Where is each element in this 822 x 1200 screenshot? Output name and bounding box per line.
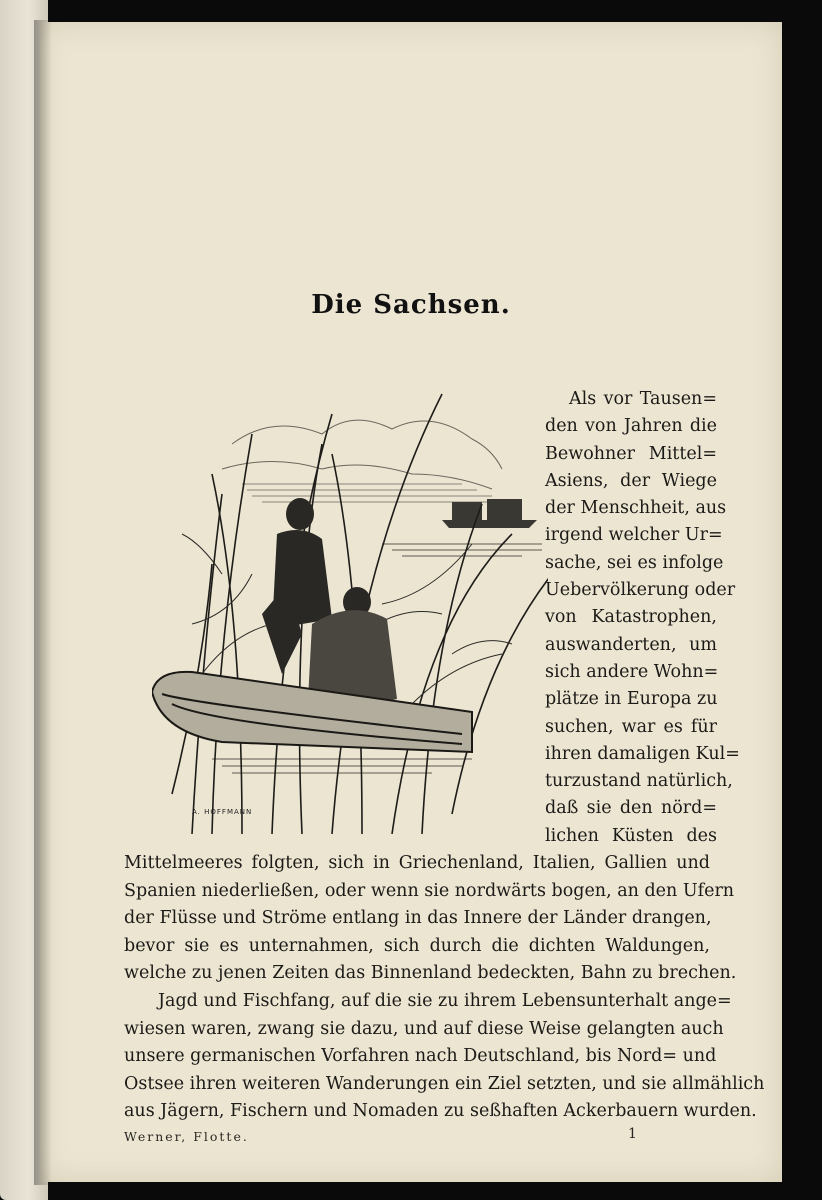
body-line: Jagd und Fischfang, auf die sie zu ihrem Lebensunterhalt ange= xyxy=(158,990,732,1011)
reed-boat-illustration xyxy=(152,374,548,834)
page-number: 1 xyxy=(628,1126,637,1142)
book-page xyxy=(40,22,782,1182)
sky-clouds xyxy=(222,420,502,502)
footer-signature: Werner, Flotte. xyxy=(124,1129,249,1144)
column-line: irgend welcher Ur= xyxy=(545,525,723,546)
body-line: bevor sie es unternahmen, sich durch die dichten Waldungen, xyxy=(124,935,710,956)
body-text xyxy=(124,850,765,1126)
body-line: Spanien niederließen, oder wenn sie nordwärts bogen, an den Ufern xyxy=(124,880,735,901)
column-line: ihren damaligen Kul= xyxy=(545,743,740,764)
body-line: Mittelmeeres folgten, sich in Griechenland, Italien, Gallien und xyxy=(124,853,710,873)
column-text xyxy=(545,386,740,850)
column-line: der Menschheit, aus xyxy=(545,498,727,519)
distant-boats xyxy=(442,499,537,528)
column-line: lichen Küsten des xyxy=(545,825,717,846)
artist-signature: A. HOFFMANN xyxy=(192,808,253,816)
column-line: sich andere Wohn= xyxy=(545,661,719,682)
column-line: sache, sei es infolge xyxy=(545,552,724,573)
column-line: daß sie den nörd= xyxy=(545,798,717,819)
column-line: plätze in Europa zu xyxy=(545,689,718,710)
page-title: Die Sachsen. xyxy=(311,290,511,320)
column-line: turzustand natürlich, xyxy=(545,771,733,792)
body-line: aus Jägern, Fischern und Nomaden zu seßhaften Ackerbauern wurden. xyxy=(124,1101,757,1122)
column-line: Als vor Tausen= xyxy=(569,389,717,409)
column-line: Bewohner Mittel= xyxy=(545,443,717,464)
column-line: auswanderten, um xyxy=(545,634,717,655)
gutter-shadow xyxy=(34,20,52,1185)
column-line: den von Jahren die xyxy=(545,416,717,437)
column-line: Uebervölkerung oder xyxy=(545,580,736,601)
body-line: unsere germanischen Vorfahren nach Deutschland, bis Nord= und xyxy=(124,1046,717,1067)
body-line: der Flüsse und Ströme entlang in das Innere der Länder drangen, xyxy=(124,908,712,929)
body-line: welche zu jenen Zeiten das Binnenland bedeckten, Bahn zu brechen. xyxy=(124,963,737,984)
body-line: wiesen waren, zwang sie dazu, und auf diese Weise gelangten auch xyxy=(124,1018,724,1039)
column-line: suchen, war es für xyxy=(545,716,717,737)
column-line: Asiens, der Wiege xyxy=(545,470,717,491)
body-line: Ostsee ihren weiteren Wanderungen ein Ziel setzten, und sie allmählich xyxy=(124,1073,765,1094)
column-line: von Katastrophen, xyxy=(545,607,717,628)
